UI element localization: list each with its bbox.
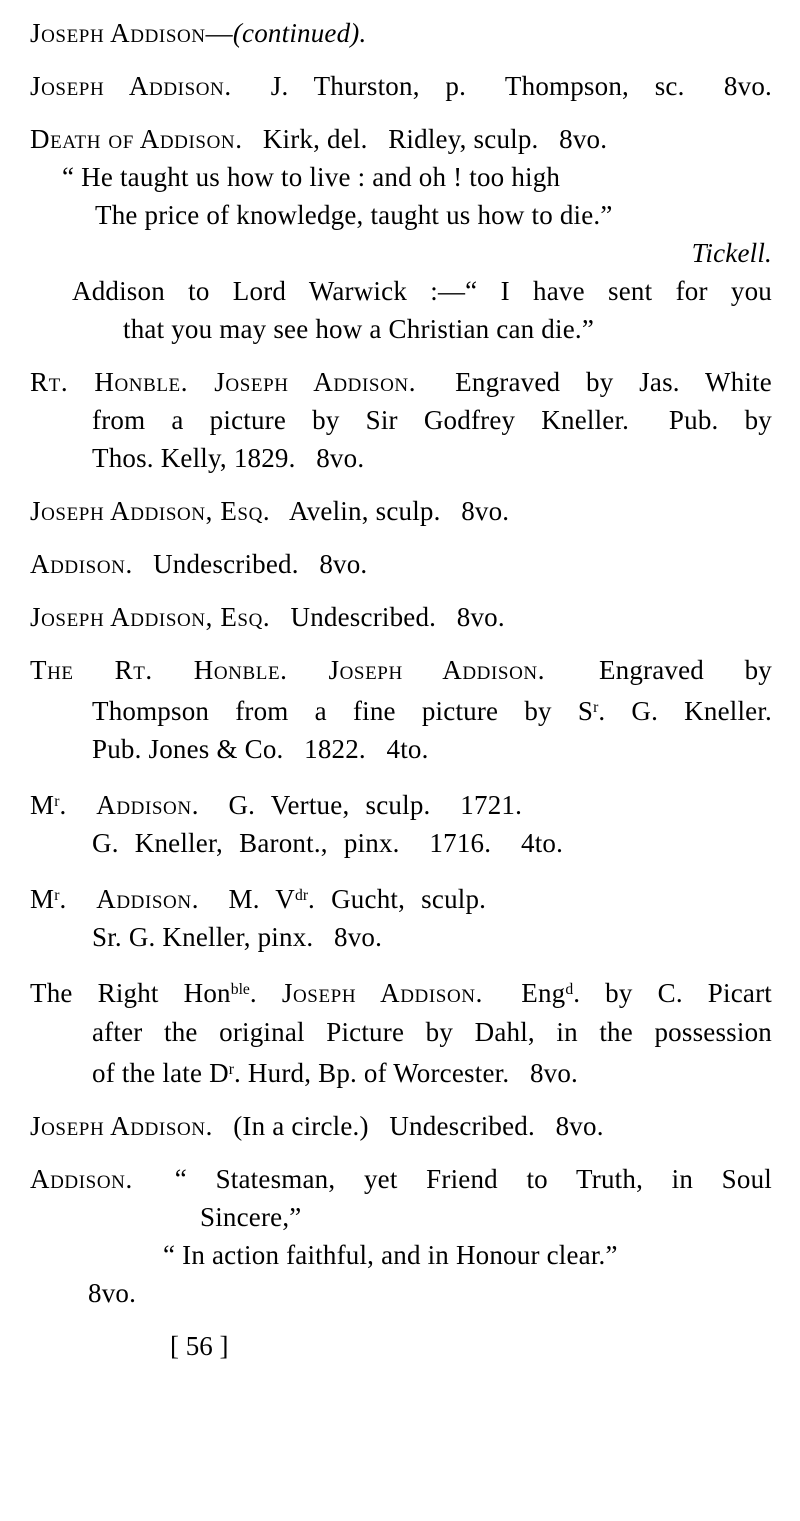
text-segment: Joseph Addison, Esq [30, 496, 263, 526]
text-segment: that you may see how a Christian can die.” [123, 314, 595, 344]
text-segment: The price of knowledge, taught us how to die.” [95, 200, 613, 230]
text-segment: Addison [96, 884, 192, 915]
text-segment: (continued). [232, 18, 367, 48]
text-line [0, 545, 800, 583]
catalogue-entry-joseph-addison-esq-undescribed [0, 598, 800, 636]
text-line [0, 401, 800, 439]
text-line [0, 824, 800, 862]
text-line [0, 730, 800, 768]
text-segment: . Engraved by [537, 655, 772, 685]
text-line [0, 1274, 800, 1312]
text-segment: d [565, 981, 574, 999]
text-line [0, 14, 800, 52]
text-line [0, 439, 800, 477]
text-line [0, 783, 800, 824]
text-segment: Addison to Lord Warwick :—“ I have sent for you [72, 276, 772, 306]
text-line [0, 918, 800, 956]
text-segment: . [59, 790, 97, 821]
text-segment: Addison [30, 1163, 126, 1194]
text-segment: Sr. G. Kneller, pinx. 8vo. [92, 922, 383, 953]
text-line [0, 1051, 800, 1092]
catalogue-entry-death-of-addison [0, 120, 800, 348]
text-segment: Joseph Addison [30, 18, 206, 48]
text-segment: M [30, 884, 55, 915]
text-segment: r [54, 793, 60, 811]
text-segment: . [249, 978, 282, 1009]
catalogue-entry-rt-honble-joseph-addison-white [0, 363, 800, 477]
catalogue-entry-right-honble-joseph-addison-picart [0, 971, 800, 1091]
text-segment: M [30, 790, 55, 821]
text-segment: The Rt. Honble. Joseph Addison [30, 655, 538, 685]
catalogue-entry-addison-statesman [0, 1160, 800, 1312]
text-segment: Sincere,” [200, 1201, 302, 1232]
catalogue-entry-joseph-addison-esq-avelin [0, 492, 800, 530]
text-segment: from a picture by Sir Godfrey Kneller. Pub. by [92, 405, 772, 435]
text-segment: . Avelin, sculp. 8vo. [262, 496, 510, 526]
page-number: [ 56 ] [170, 1330, 229, 1361]
text-line [0, 363, 800, 401]
text-segment: Joseph Addison [30, 71, 225, 101]
text-line [0, 492, 800, 530]
text-line [0, 158, 800, 196]
text-segment: . Undescribed. 8vo. [125, 549, 368, 579]
text-segment: . G. Vertue, sculp. 1721. [191, 790, 523, 821]
text-segment: ble [230, 981, 250, 999]
text-segment: . Undescribed. 8vo. [262, 602, 505, 632]
text-line [0, 971, 800, 1012]
text-segment: . Hurd, Bp. of Worcester. 8vo. [234, 1057, 578, 1088]
text-segment: . Gucht, sculp. [308, 884, 487, 915]
text-segment: . “ Statesman, yet Friend to Truth, in Soul [125, 1163, 772, 1194]
text-segment: r [54, 887, 60, 905]
text-line [0, 234, 800, 272]
text-segment: . Engraved by Jas. White [408, 367, 772, 397]
text-line [0, 1236, 800, 1274]
text-line [0, 877, 800, 918]
text-segment: Rt. Honble. Joseph Addison [30, 367, 409, 397]
text-line [0, 1013, 800, 1051]
catalogue-entry-joseph-addison-circle [0, 1107, 800, 1145]
text-segment: . Kirk, del. Ridley, sculp. 8vo. [235, 124, 608, 154]
text-segment: . by C. Picart [573, 978, 772, 1009]
text-segment: Addison [96, 790, 192, 821]
text-line [0, 310, 800, 348]
text-line [0, 272, 800, 310]
text-line [0, 1160, 800, 1198]
text-segment: . J. Thurston, p. Thompson, sc. 8vo. [224, 71, 772, 101]
catalogue-entry-mr-addison-vandergucht [0, 877, 800, 956]
catalogue-entry-the-rt-honble-joseph-addison-thompson [0, 651, 800, 768]
text-segment: r [228, 1060, 235, 1078]
text-segment: r [593, 699, 599, 716]
text-segment: “ In action faithful, and in Honour clear.” [163, 1239, 618, 1270]
text-segment: dr [294, 887, 309, 905]
text-segment: . M. V [191, 884, 295, 915]
text-segment: Tickell. [691, 238, 772, 268]
page-header [0, 14, 800, 52]
text-segment: Joseph Addison [281, 978, 476, 1009]
text-segment: Pub. Jones & Co. 1822. 4to. [92, 734, 429, 765]
entry-list [0, 67, 800, 1312]
text-line [0, 196, 800, 234]
text-segment: Joseph Addison [30, 1110, 206, 1141]
text-segment: “ He taught us how to live : and oh ! too high [62, 162, 561, 192]
text-segment: Death of Addison [30, 124, 236, 154]
text-segment: Thos. Kelly, 1829. 8vo. [92, 443, 365, 473]
text-segment: . [59, 884, 97, 915]
text-line [0, 651, 800, 689]
text-line [0, 689, 800, 730]
text-line [0, 598, 800, 636]
catalogue-entry-mr-addison-vertue [0, 783, 800, 862]
text-segment: . Eng [475, 978, 566, 1009]
catalogue-entry-joseph-addison-thurston [0, 67, 800, 105]
text-segment: Joseph Addison, Esq [30, 602, 263, 632]
text-segment: . G. Kneller. [598, 696, 772, 727]
text-line [0, 67, 800, 105]
text-segment: The Right Hon [30, 978, 231, 1009]
text-segment: G. Kneller, Baront., pinx. 1716. 4to. [92, 828, 564, 859]
text-segment: after the original Picture by Dahl, in the possession [92, 1016, 772, 1047]
text-segment: Thompson from a fine picture by S [92, 696, 594, 727]
text-line [0, 120, 800, 158]
text-line [0, 1107, 800, 1145]
text-line [0, 1198, 800, 1236]
text-segment: 8vo. [88, 1277, 137, 1308]
text-segment: of the late D [92, 1057, 229, 1088]
text-segment: . (In a circle.) Undescribed. 8vo. [205, 1110, 604, 1141]
text-segment: Addison [30, 549, 126, 579]
text-segment: — [205, 18, 233, 48]
catalogue-entry-addison-undescribed [0, 545, 800, 583]
